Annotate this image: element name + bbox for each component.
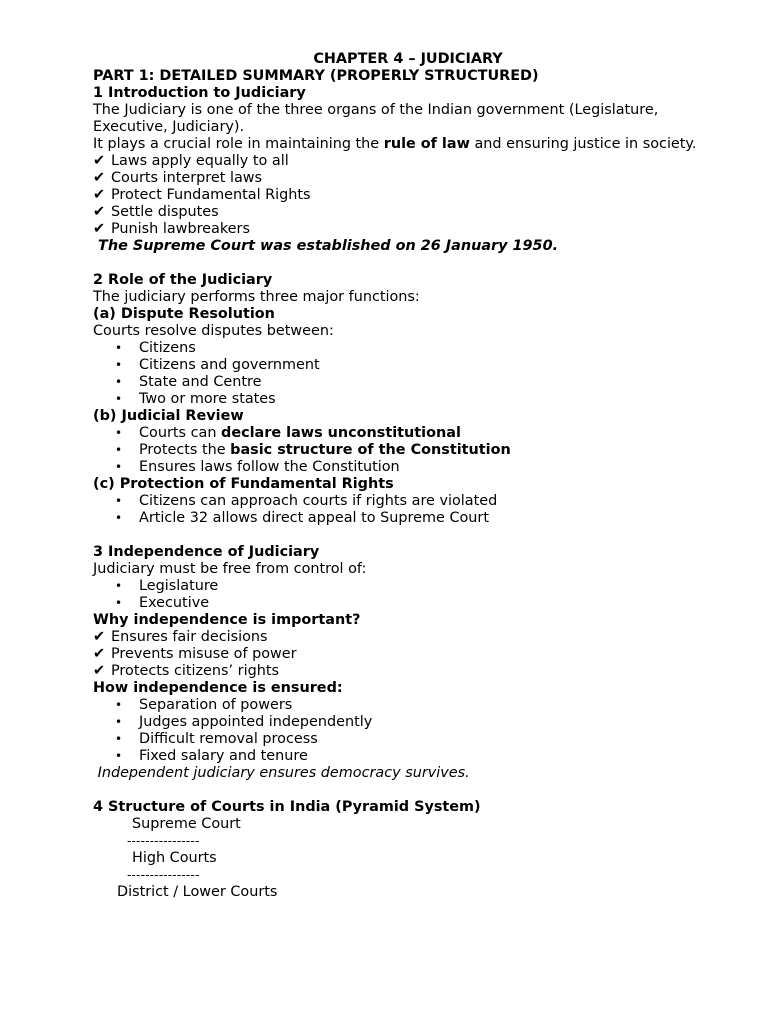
how-heading: How independence is ensured: — [93, 680, 343, 696]
rule-of-law-emphasis: rule of law — [383, 136, 470, 152]
check-icon: ✔ — [93, 646, 106, 662]
subsection-b-heading: (b) Judicial Review — [93, 408, 244, 424]
pyramid-level-lower-courts: District / Lower Courts — [117, 884, 278, 900]
list-item: • Citizens can approach courts if rights are violated — [93, 493, 733, 510]
list-item: • Ensures laws follow the Constitution — [93, 459, 733, 476]
fundamental-rights-list — [93, 493, 733, 527]
list-item: • Executive — [93, 595, 733, 612]
why-tick-list — [93, 629, 733, 680]
pyramid-divider: ---------------- — [127, 868, 200, 882]
tick-item — [93, 153, 733, 170]
tick-item — [93, 221, 733, 238]
tick-item-text: Punish lawbreakers — [111, 221, 250, 237]
section-1-tick-list — [93, 153, 733, 238]
check-icon: ✔ — [93, 629, 106, 645]
part-heading: PART 1: DETAILED SUMMARY (PROPERLY STRUCTURED) — [93, 68, 539, 84]
check-icon: ✔ — [93, 663, 106, 679]
note-text: Independent judiciary ensures democracy survives. — [93, 765, 470, 781]
tick-item — [93, 204, 733, 221]
list-item — [93, 425, 733, 442]
pyramid-level-high-courts: High Courts — [132, 850, 217, 866]
control-list — [93, 578, 733, 612]
document-page — [93, 51, 733, 901]
spacer — [93, 782, 733, 799]
tick-item-text: Protects citizens’ rights — [111, 663, 279, 679]
spacer — [93, 527, 733, 544]
supreme-court-fact: The Supreme Court was established on 26 January 1950. — [93, 238, 559, 254]
judicial-review-list — [93, 425, 733, 476]
pyramid-level-supreme-court: Supreme Court — [132, 816, 241, 832]
subsection-c-heading: (c) Protection of Fundamental Rights — [93, 476, 394, 492]
tick-item — [93, 187, 733, 204]
list-item: • State and Centre — [93, 374, 733, 391]
tick-item — [93, 646, 733, 663]
subsection-a-intro: Courts resolve disputes between: — [93, 323, 334, 339]
check-icon: ✔ — [93, 221, 106, 237]
spacer — [93, 255, 733, 272]
why-heading: Why independence is important? — [93, 612, 361, 628]
tick-item — [93, 663, 733, 680]
tick-item — [93, 629, 733, 646]
list-item-text: Protects the — [139, 442, 231, 458]
independence-note — [93, 765, 733, 782]
tick-item-text: Laws apply equally to all — [111, 153, 289, 169]
list-item-emphasis: declare laws unconstitutional — [221, 425, 461, 441]
subsection-a-heading: (a) Dispute Resolution — [93, 306, 275, 322]
tick-item-text: Protect Fundamental Rights — [111, 187, 311, 203]
tick-item-text: Prevents misuse of power — [111, 646, 297, 662]
dispute-parties-list — [93, 340, 733, 408]
list-item-text: Courts can — [139, 425, 222, 441]
list-item: • Citizens — [93, 340, 733, 357]
check-icon: ✔ — [93, 187, 106, 203]
list-item: • Article 32 allows direct appeal to Supreme Court — [93, 510, 733, 527]
para2-text-end: and ensuring justice in society. — [469, 136, 697, 152]
tick-item-text: Settle disputes — [111, 204, 219, 220]
chapter-title: CHAPTER 4 – JUDICIARY — [313, 51, 503, 67]
section-2-intro: The judiciary performs three major functions: — [93, 289, 420, 305]
section-3-intro: Judiciary must be free from control of: — [93, 561, 367, 577]
check-icon: ✔ — [93, 204, 106, 220]
list-item: • Fixed salary and tenure — [93, 748, 733, 765]
tick-item-text: Courts interpret laws — [111, 170, 263, 186]
section-1-paragraph-2 — [93, 136, 733, 153]
list-item: • Difficult removal process — [93, 731, 733, 748]
list-item: • Citizens and government — [93, 357, 733, 374]
section-1-heading: 1 Introduction to Judiciary — [93, 85, 306, 101]
section-3-heading: 3 Independence of Judiciary — [93, 544, 320, 560]
list-item: • Legislature — [93, 578, 733, 595]
tick-item — [93, 170, 733, 187]
list-item: • Separation of powers — [93, 697, 733, 714]
list-item-emphasis: basic structure of the Constitution — [230, 442, 511, 458]
how-list — [93, 697, 733, 765]
section-1-paragraph-1: The Judiciary is one of the three organs of the Indian government (Legislature, Executive, Judiciary). — [93, 102, 659, 135]
section-4-heading: 4 Structure of Courts in India (Pyramid System) — [93, 799, 481, 815]
check-icon: ✔ — [93, 153, 106, 169]
pyramid-divider: ---------------- — [127, 834, 200, 848]
list-item: • Judges appointed independently — [93, 714, 733, 731]
court-pyramid — [93, 816, 733, 901]
check-icon: ✔ — [93, 170, 106, 186]
tick-item-text: Ensures fair decisions — [111, 629, 268, 645]
para2-text: It plays a crucial role in maintaining the — [93, 136, 384, 152]
section-2-heading: 2 Role of the Judiciary — [93, 272, 273, 288]
list-item: • Two or more states — [93, 391, 733, 408]
list-item — [93, 442, 733, 459]
